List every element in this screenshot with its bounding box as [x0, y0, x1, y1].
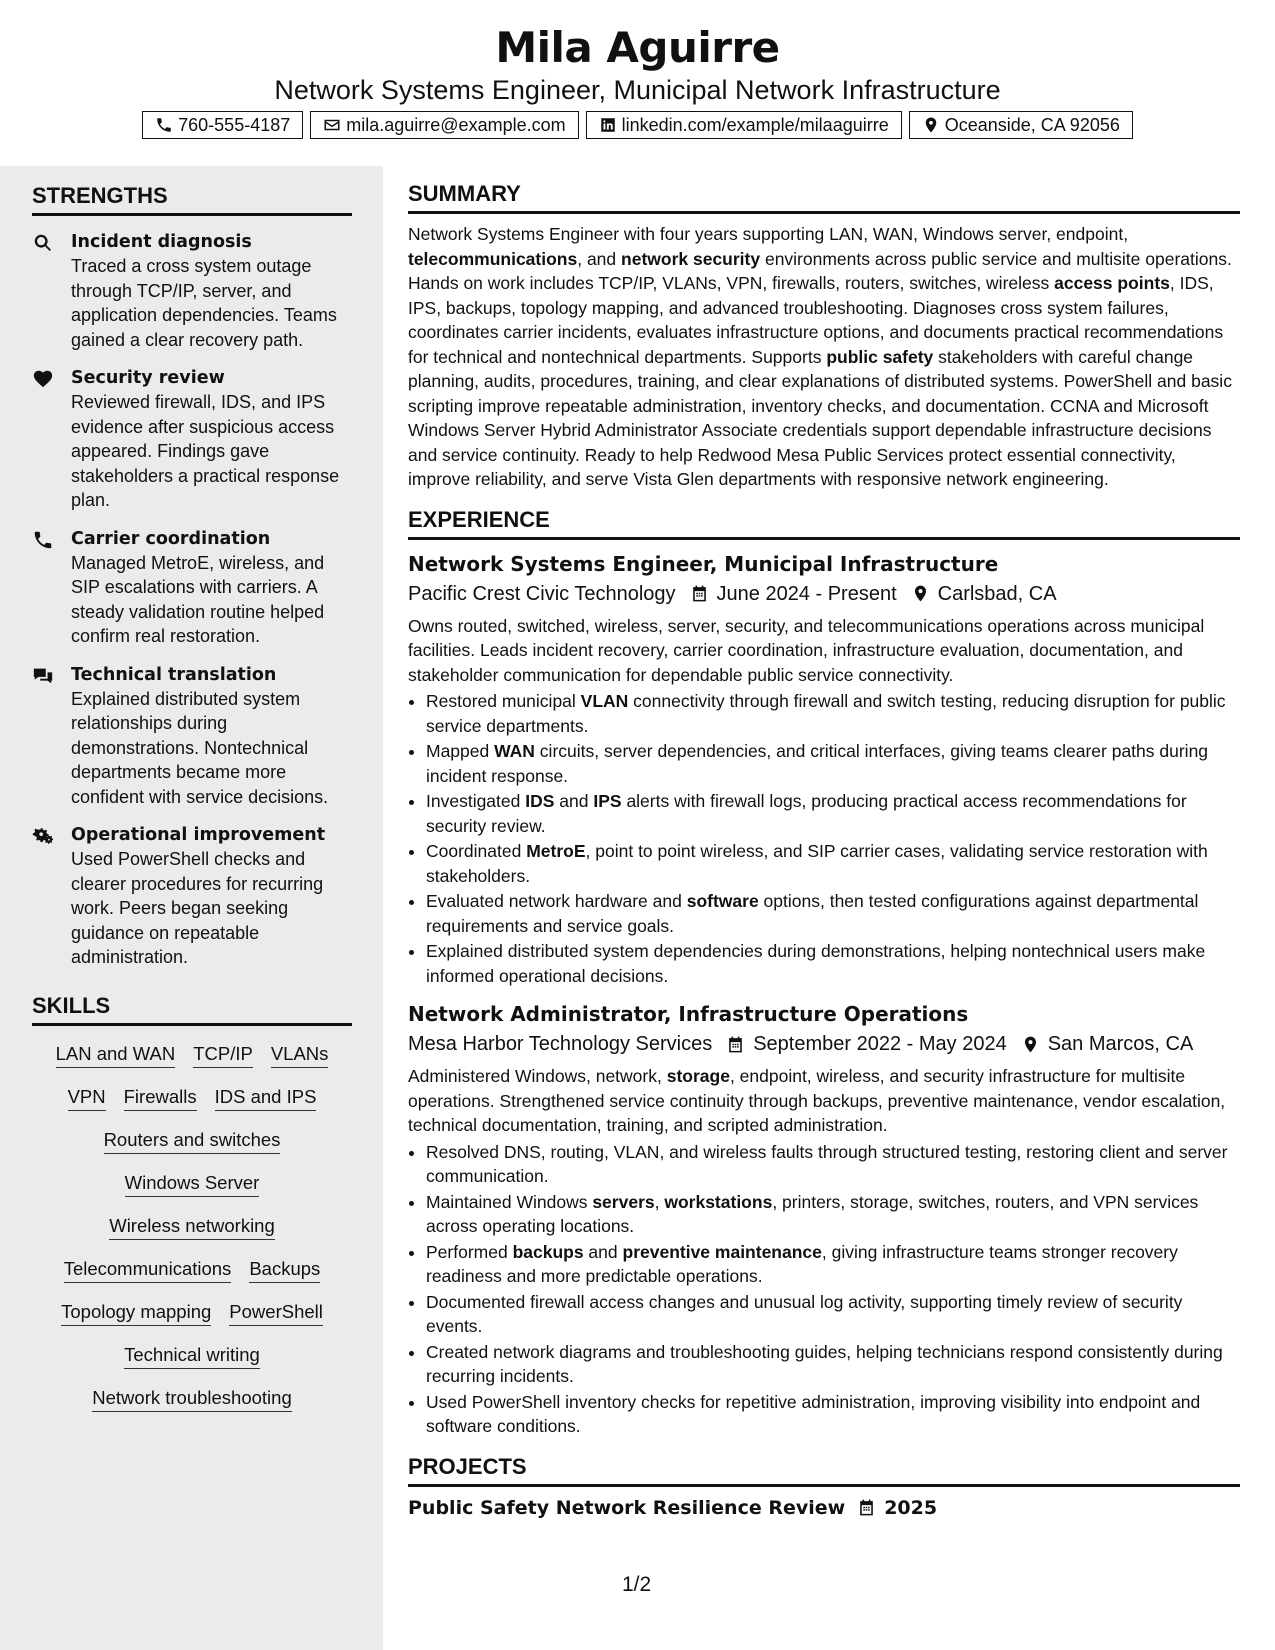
text-run: Coordinated [426, 841, 527, 861]
strength-item [32, 823, 352, 970]
search-icon [32, 232, 54, 254]
text-run: , endpoint, wireless, and security infrastructure for multisite operations. Strengthened service continuity through backups, preventive maintenance, vendor escalation, technical documentation, training, and scripted administration. [408, 1066, 1226, 1135]
job-bullet [426, 1390, 1240, 1439]
strength-title: Security review [71, 368, 225, 388]
job-bullet [426, 1240, 1240, 1289]
project-title: Public Safety Network Resilience Review [408, 1496, 846, 1519]
job-bullet [426, 789, 1240, 838]
job-bullet [426, 1340, 1240, 1389]
strength-title: Incident diagnosis [71, 232, 252, 252]
skill-row [32, 1128, 352, 1154]
text-run: Performed [426, 1241, 513, 1262]
strength-title: Technical translation [71, 664, 277, 685]
text-run: connectivity through firewall and switch testing, reducing disruption for public service departments. [426, 691, 1226, 736]
strength-item [32, 366, 352, 513]
skill-row [32, 1171, 352, 1197]
skill-tag: Topology mapping [61, 1300, 211, 1326]
skill-row [32, 1257, 352, 1283]
skill-row [32, 1343, 352, 1369]
text-run: Mapped [426, 741, 495, 761]
emphasis-text: workstations [664, 1191, 773, 1212]
job-dates: September 2022 - May 2024 [753, 1033, 1007, 1055]
strengths-heading: STRENGTHS [32, 182, 352, 216]
contact-phone-text: 760-555-4187 [178, 114, 291, 135]
skill-tag: PowerShell [229, 1300, 323, 1326]
job-bullet [426, 839, 1240, 888]
job-location: San Marcos, CA [1047, 1033, 1194, 1055]
contact-location[interactable] [909, 111, 1133, 139]
strength-item [32, 663, 352, 810]
job-bullet [426, 689, 1240, 738]
emphasis-text: IDS [525, 791, 555, 811]
map-pin-icon [922, 116, 940, 134]
job-bullet [426, 739, 1240, 788]
text-run: , giving infrastructure teams stronger recovery readiness and more predictable operations. [426, 1241, 1178, 1286]
strength-item [32, 527, 352, 649]
text-run: Restored municipal [426, 691, 581, 711]
job-entry [408, 550, 1240, 989]
sidebar-content [32, 182, 352, 1429]
skill-tag: Windows Server [125, 1171, 260, 1197]
contact-linkedin[interactable] [586, 111, 902, 139]
job-entry [408, 1000, 1240, 1439]
emphasis-text: MetroE [526, 841, 586, 861]
emphasis-text: servers [592, 1191, 655, 1212]
text-run: Documented firewall access changes and unusual log activity, supporting timely review of security events. [426, 1291, 1183, 1336]
chat-bubbles-icon [32, 665, 54, 687]
text-run: Evaluated network hardware and [426, 891, 687, 911]
page-number: 1/2 [622, 1573, 652, 1596]
job-dates: June 2024 - Present [716, 582, 897, 605]
envelope-icon [323, 116, 341, 134]
emphasis-text: network security [621, 248, 761, 269]
skills-heading: SKILLS [32, 992, 352, 1026]
text-run: Used PowerShell inventory checks for repetitive administration, improving visibility into endpoint and software conditions. [426, 1391, 1201, 1436]
strength-item [32, 230, 352, 352]
job-description [408, 1064, 1240, 1138]
text-run: circuits, server dependencies, and critical interfaces, giving teams clearer paths during incident response. [426, 741, 1209, 786]
job-bullet [426, 1190, 1240, 1239]
skill-tag: Telecommunications [64, 1257, 232, 1283]
skill-tag: Technical writing [124, 1343, 260, 1369]
text-run: , IDS, IPS, backups, topology mapping, and advanced troubleshooting. Diagnoses cross system failures, coordinates carrier incidents, evaluates infrastructure options, and documents practical recommendations for technical and nontechnical departments. Supports [408, 273, 1224, 367]
job-company: Mesa Harbor Technology Services [408, 1033, 713, 1055]
summary-heading: SUMMARY [408, 180, 1240, 214]
job-bullet [426, 939, 1240, 988]
text-run: alerts with firewall logs, producing practical access recommendations for security review. [426, 791, 1187, 836]
text-run: and [583, 1241, 623, 1262]
emphasis-text: VLAN [580, 691, 629, 711]
contact-location-text: Oceanside, CA 92056 [944, 114, 1120, 135]
contact-phone[interactable] [142, 111, 303, 139]
gears-icon [32, 825, 54, 847]
contact-linkedin-text: linkedin.com/example/milaaguirre [621, 114, 889, 135]
strength-text: Managed MetroE, wireless, and SIP escalations with carriers. A steady validation routine helped confirm real restoration. [71, 552, 325, 646]
linkedin-icon [599, 116, 617, 134]
skill-row [32, 1300, 352, 1326]
job-bullets [408, 1140, 1240, 1439]
emphasis-text: public safety [826, 346, 934, 367]
skill-tag: TCP/IP [193, 1042, 253, 1068]
skill-row [32, 1214, 352, 1240]
skill-tag: Network troubleshooting [92, 1386, 292, 1412]
strength-title: Carrier coordination [71, 528, 271, 549]
text-run: options, then tested configurations against departmental requirements and service goals. [426, 891, 1199, 936]
emphasis-text: access points [1054, 273, 1170, 293]
text-run: Network Systems Engineer with four years supporting LAN, WAN, Windows server, endpoint, [408, 224, 1129, 244]
job-bullet [426, 1140, 1240, 1189]
job-bullet [426, 1290, 1240, 1339]
skill-tag: Wireless networking [109, 1214, 275, 1240]
candidate-name: Mila Aguirre [495, 23, 780, 72]
job-company: Pacific Crest Civic Technology [408, 582, 676, 605]
main-content [408, 180, 1240, 1519]
job-bullets [408, 689, 1240, 988]
projects-heading: PROJECTS [408, 1453, 1240, 1487]
strength-text: Reviewed firewall, IDS, and IPS evidence after suspicious access appeared. Findings gave stakeholders a practical response plan. [71, 392, 340, 510]
strength-text: Explained distributed system relationships during demonstrations. Nontechnical departments became more confident with service decisions. [71, 688, 329, 807]
summary-text [408, 222, 1240, 492]
calendar-icon [690, 584, 709, 603]
contact-email-text: mila.aguirre@example.com [346, 114, 566, 135]
skill-row [32, 1042, 352, 1068]
job-meta [408, 580, 1240, 608]
text-run: and [554, 791, 594, 811]
skill-tag: IDS and IPS [215, 1085, 317, 1111]
strength-text: Used PowerShell checks and clearer procedures for recurring work. Peers began seeking guidance on repeatable administration. [71, 849, 324, 967]
strength-title: Operational improvement [71, 825, 326, 845]
strength-text: Traced a cross system outage through TCP/IP, server, and application dependencies. Teams gained a clear recovery path. [71, 256, 337, 350]
heart-icon [32, 368, 54, 390]
resume-header [0, 0, 1275, 139]
emphasis-text: backups [512, 1241, 584, 1262]
skill-tag: LAN and WAN [56, 1042, 176, 1068]
contact-email[interactable] [310, 111, 578, 139]
emphasis-text: preventive maintenance [622, 1241, 822, 1262]
text-run: Created network diagrams and troubleshooting guides, helping technicians respond consistently during recurring incidents. [426, 1341, 1223, 1386]
phone-icon [155, 116, 173, 134]
skill-tag: Firewalls [124, 1085, 197, 1111]
skill-row [32, 1386, 352, 1412]
emphasis-text: IPS [593, 791, 622, 811]
text-run: Administered Windows, network, [408, 1066, 667, 1086]
job-meta [408, 1030, 1240, 1058]
skill-tag: Routers and switches [104, 1128, 281, 1154]
calendar-icon [726, 1035, 745, 1054]
candidate-title: Network Systems Engineer, Municipal Network Infrastructure [274, 75, 1001, 105]
emphasis-text: telecommunications [408, 248, 578, 269]
text-run: environments across public service and multisite operations. Hands on work includes TCP/IP, VLANs, VPN, firewalls, routers, switches, wireless [408, 248, 1232, 293]
skills-list [32, 1042, 352, 1412]
skill-row [32, 1085, 352, 1111]
text-run: stakeholders with careful change planning, audits, procedures, training, and clear explanations of distributed systems. PowerShell and basic scripting improve repeatable administration, inventory checks, and documentation. CCNA and Microsoft Windows Server Hybrid Administrator Associate credentials support dependable infrastructure decisions and service continuity. Ready to help Redwood Mesa Public Services protect essential connectivity, improve reliability, and serve Vista Glen departments with responsive network engineering. [408, 346, 1232, 489]
text-run: Resolved DNS, routing, VLAN, and wireless faults through structured testing, restoring client and server communication. [426, 1141, 1228, 1186]
map-pin-icon [911, 584, 930, 603]
skill-tag: VPN [68, 1085, 106, 1111]
contact-bar [0, 111, 1275, 139]
project-entry [408, 1497, 1240, 1519]
skill-tag: Backups [249, 1257, 320, 1283]
emphasis-text: WAN [494, 741, 535, 761]
skill-tag: VLANs [271, 1042, 329, 1068]
job-location: Carlsbad, CA [937, 582, 1057, 605]
text-run: , point to point wireless, and SIP carrier cases, validating service restoration with stakeholders. [426, 841, 1208, 886]
experience-heading: EXPERIENCE [408, 506, 1240, 540]
job-bullet [426, 889, 1240, 938]
text-run: Explained distributed system dependencies during demonstrations, helping nontechnical users make informed operational decisions. [426, 941, 1206, 986]
text-run: Investigated [426, 791, 526, 811]
text-run: , [654, 1191, 665, 1212]
map-pin-icon [1021, 1035, 1040, 1054]
text-run: , printers, storage, switches, routers, and VPN services across operating locations. [426, 1191, 1199, 1236]
phone-icon [32, 529, 54, 551]
calendar-icon [857, 1498, 876, 1517]
job-title: Network Administrator, Infrastructure Operations [408, 1002, 969, 1026]
project-year: 2025 [884, 1496, 938, 1519]
text-run: Maintained Windows [426, 1191, 593, 1212]
text-run: , and [577, 248, 622, 269]
sidebar [0, 166, 383, 1650]
emphasis-text: storage [666, 1066, 730, 1086]
job-title: Network Systems Engineer, Municipal Infrastructure [408, 551, 999, 576]
emphasis-text: software [686, 891, 759, 911]
job-description: Owns routed, switched, wireless, server, security, and telecommunications operations across municipal facilities. Leads incident recovery, carrier coordination, infrastructure evaluation, documentation, and stakeholder communication for dependable public service connectivity. [408, 615, 1205, 685]
